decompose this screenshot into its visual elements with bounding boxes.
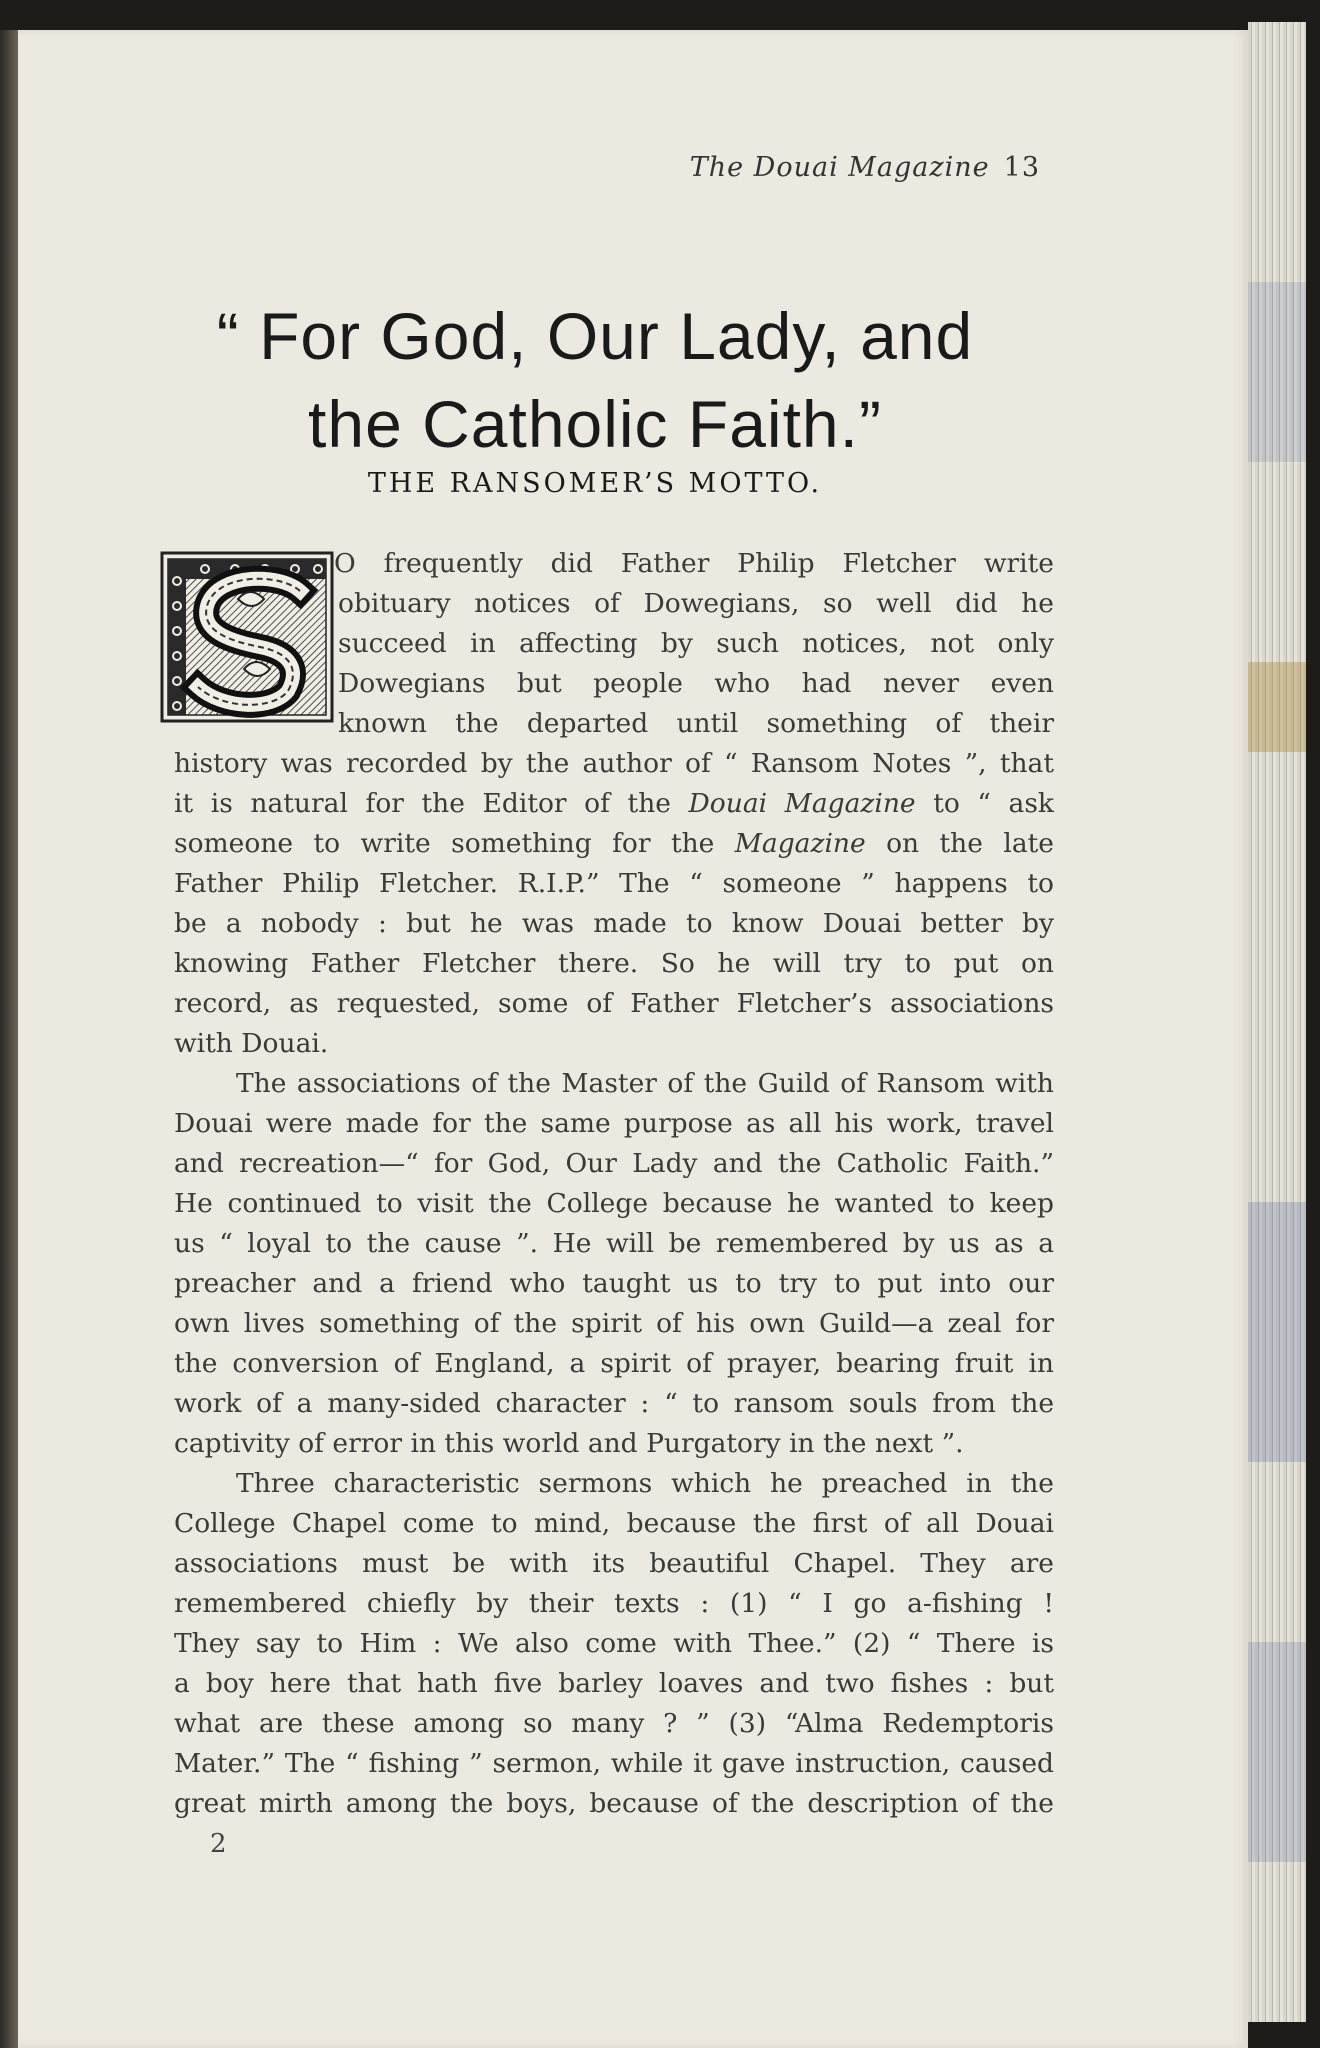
article-title <box>140 292 1050 468</box>
running-head <box>660 152 1040 183</box>
text-line: great mirth among the boys, because of the description of the <box>174 1788 1054 1819</box>
text-line: history was recorded by the author of “ Ransom Notes ”, that <box>174 748 1054 779</box>
text-line: record, as requested, some of Father Fletcher’s associations <box>174 988 1054 1019</box>
text-line: knowing Father Fletcher there. So he will try to put on <box>174 948 1054 979</box>
binding-gutter <box>0 30 18 2048</box>
text-line: succeed in affecting by such notices, not only <box>338 628 1054 659</box>
text-line: what are these among so many ? ” (3) “Alma Redemptoris <box>174 1708 1054 1739</box>
paragraph-3 <box>174 1464 1054 1824</box>
paragraph-1 <box>174 544 1054 1064</box>
text-line: the conversion of England, a spirit of prayer, bearing fruit in <box>174 1348 1054 1379</box>
text-line: obituary notices of Dowegians, so well did he <box>338 588 1054 619</box>
page-edges <box>1248 22 1306 2022</box>
text-line: Father Philip Fletcher. R.I.P.” The “ someone ” happens to <box>174 868 1054 899</box>
text-line: The associations of the Master of the Guild of Ransom with <box>236 1068 1054 1099</box>
title-line-2: the Catholic Faith.” <box>308 387 882 461</box>
text-line: known the departed until something of their <box>338 708 1054 739</box>
text-line: preacher and a friend who taught us to try to put into our <box>174 1268 1054 1299</box>
text-line: with Douai. <box>174 1028 329 1059</box>
text-line: associations must be with its beautiful Chapel. They are <box>174 1548 1054 1579</box>
text-line: Dowegians but people who had never even <box>338 668 1054 699</box>
text-line: Three characteristic sermons which he preached in the <box>236 1468 1054 1499</box>
article-subtitle: THE RANSOMER’S MOTTO. <box>367 468 823 499</box>
text-line: College Chapel come to mind, because the first of all Douai <box>174 1508 1054 1539</box>
signature-mark: 2 <box>210 1829 227 1859</box>
text-line: Douai were made for the same purpose as all his work, travel <box>174 1108 1054 1139</box>
text-line: own lives something of the spirit of his own Guild—a zeal for <box>174 1308 1054 1339</box>
text-line: someone to write something for the Magazine on the late <box>174 828 1054 859</box>
text-line: work of a many-sided character : “ to ransom souls from the <box>174 1388 1054 1419</box>
text-line: and recreation—“ for God, Our Lady and the Catholic Faith.” <box>174 1148 1054 1179</box>
magazine-name: The Douai Magazine <box>689 152 990 183</box>
text-line: remembered chiefly by their texts : (1) “ I go a-fishing ! <box>174 1588 1054 1619</box>
text-line: captivity of error in this world and Purgatory in the next ”. <box>174 1428 964 1459</box>
paragraph-2 <box>174 1064 1054 1464</box>
text-line: it is natural for the Editor of the Douai Magazine to “ ask <box>174 788 1054 819</box>
page-number: 13 <box>1003 152 1040 183</box>
text-line: us “ loyal to the cause ”. He will be remembered by us as a <box>174 1228 1054 1259</box>
text-line: Mater.” The “ fishing ” sermon, while it gave instruction, caused <box>174 1748 1054 1779</box>
text-line: be a nobody : but he was made to know Douai better by <box>174 908 1054 939</box>
text-line: O frequently did Father Philip Fletcher write <box>334 548 1054 579</box>
title-line-1: “ For God, Our Lady, and <box>216 299 974 373</box>
text-line: a boy here that hath five barley loaves and two fishes : but <box>174 1668 1054 1699</box>
text-line: They say to Him : We also come with Thee.” (2) “ There is <box>174 1628 1054 1659</box>
text-line: He continued to visit the College because he wanted to keep <box>174 1188 1054 1219</box>
